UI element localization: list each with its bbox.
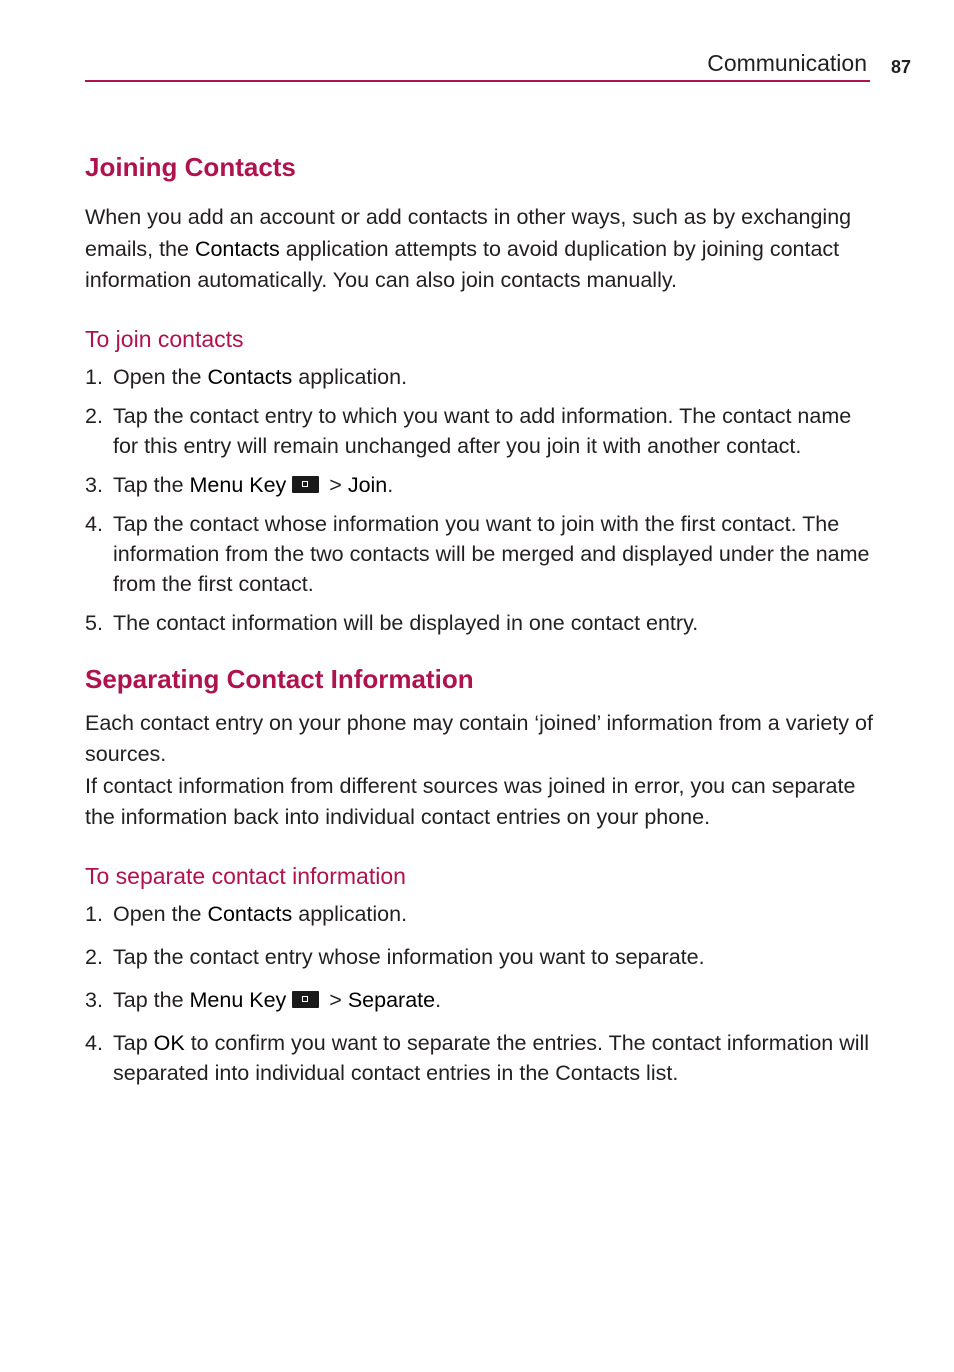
menu-key-icon xyxy=(292,476,319,493)
join-steps-list xyxy=(85,362,875,638)
step-number: 3. xyxy=(85,472,103,497)
step-text: application. xyxy=(292,901,408,926)
menu-key-label: Menu Key xyxy=(189,987,287,1012)
join-option-label: Join xyxy=(347,472,388,497)
menu-key-icon xyxy=(292,991,319,1008)
list-item xyxy=(85,401,875,461)
header-divider xyxy=(85,80,870,82)
section-heading-joining-contacts: Joining Contacts xyxy=(85,152,296,182)
step-number: 2. xyxy=(85,403,103,428)
list-item xyxy=(85,985,875,1015)
step-text: Open the xyxy=(113,364,208,389)
step-text: > xyxy=(323,472,348,497)
step-number: 4. xyxy=(85,511,103,536)
step-number: 1. xyxy=(85,901,103,926)
ok-button-label: OK xyxy=(153,1030,185,1055)
step-text: Tap the xyxy=(113,987,190,1012)
page-content xyxy=(85,150,875,1088)
intro-text-b: application attempts to avoid duplication by joining contact information automatically. You can also join contacts manually. xyxy=(85,236,840,292)
list-item xyxy=(85,608,875,638)
step-number: 1. xyxy=(85,364,103,389)
step-number: 4. xyxy=(85,1030,103,1055)
separating-intro-paragraph: Each contact entry on your phone may contain ‘joined’ information from a variety of sources. xyxy=(85,710,873,766)
header-title: Communication xyxy=(707,50,867,76)
list-item xyxy=(85,470,875,500)
intro-text-a: When you add an account or add contacts in other ways, such as by exchanging emails, the xyxy=(85,205,852,261)
step-text: Tap the xyxy=(113,472,190,497)
step-text: Tap the contact entry to which you want to add information. The contact name for this entry will remain unchanged after you join it with another contact. xyxy=(113,403,852,458)
step-text: Tap the contact entry whose information you want to separate. xyxy=(113,944,705,969)
joining-intro-paragraph xyxy=(85,202,875,297)
step-text: Tap the contact whose information you want to join with the first contact. The information from the two contacts will be merged and displayed under the name from the first contact. xyxy=(113,511,870,596)
step-number: 2. xyxy=(85,944,103,969)
section-heading-separating-contact-information: Separating Contact Information xyxy=(85,663,474,694)
step-number: 5. xyxy=(85,610,103,635)
step-text: to confirm you want to separate the entries. The contact information will separated into individual contact entries in the Contacts list. xyxy=(113,1030,870,1085)
contacts-app-name: Contacts xyxy=(207,901,293,926)
page-number: 87 xyxy=(891,57,912,77)
step-text: The contact information will be displayed in one contact entry. xyxy=(113,610,699,635)
separate-option-label: Separate xyxy=(347,987,436,1012)
step-text: > xyxy=(323,987,348,1012)
menu-key-label: Menu Key xyxy=(189,472,287,497)
separate-steps-list xyxy=(85,899,875,1088)
contacts-app-name: Contacts xyxy=(207,364,293,389)
subheading-to-separate-contact-information: To separate contact information xyxy=(85,862,406,889)
list-item xyxy=(85,942,875,972)
step-text: Open the xyxy=(113,901,208,926)
step-number: 3. xyxy=(85,987,103,1012)
list-item xyxy=(85,362,875,392)
contacts-app-name: Contacts xyxy=(194,236,280,261)
list-item xyxy=(85,899,875,929)
step-text: application. xyxy=(292,364,408,389)
step-text: . xyxy=(435,987,442,1012)
list-item xyxy=(85,509,875,599)
subheading-to-join-contacts: To join contacts xyxy=(85,325,244,352)
list-item xyxy=(85,1028,875,1088)
separating-error-paragraph: If contact information from different sources was joined in error, you can separate the information back into individual contact entries on your phone. xyxy=(85,773,856,829)
step-text: . xyxy=(387,472,394,497)
step-text: Tap xyxy=(113,1030,154,1055)
